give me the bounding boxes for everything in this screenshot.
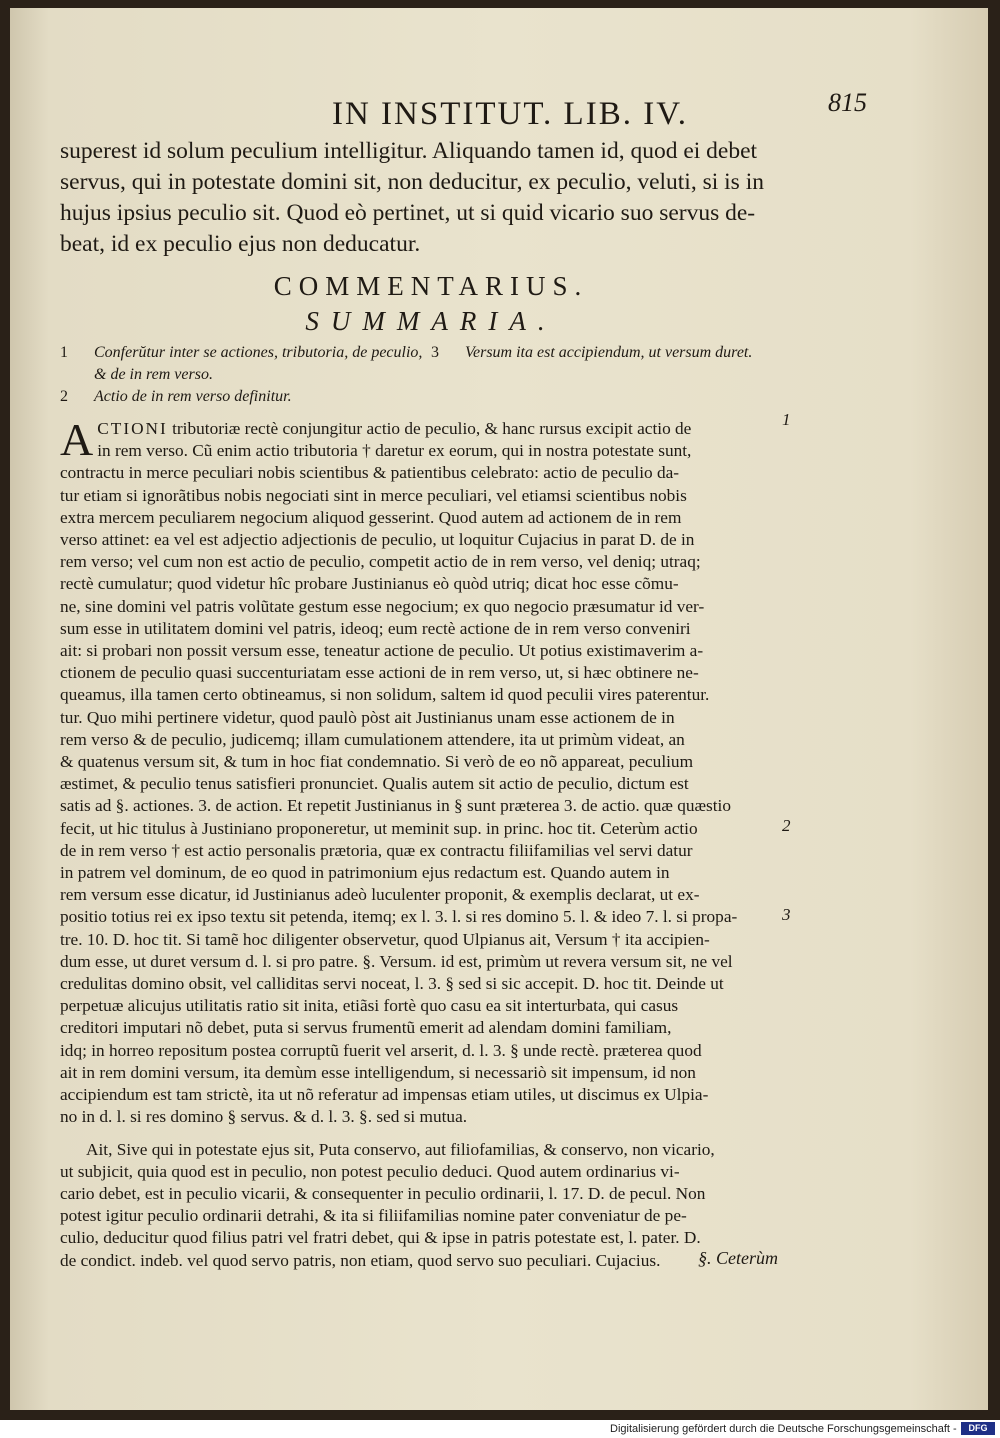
text-line: extra mercem peculiarem negocium aliquod gesserint. Quod autem ad actionem de in rem (60, 507, 682, 527)
text-line: accipiendum est tam strictè, ita ut nõ referatur ad impensas etiam utiles, ut discimus ex Ulpia- (60, 1085, 709, 1105)
running-head: IN INSTITUT. LIB. IV. (331, 96, 689, 132)
summaria-text: Actio de in rem verso definitur. (94, 388, 292, 405)
text-line: in rem verso. Cũ enim actio tributoria † daretur ex eorum, qui in nostra potestate sunt, (97, 441, 692, 461)
text-line: sum esse in utilitatem domini vel patris, ideoq; eum rectè actione de in rem verso conveniri (60, 618, 691, 638)
summaria-number: 2 (60, 388, 68, 405)
text-line: cario debet, est in peculio vicarii, & consequenter in peculio ordinarii, l. 17. D. de pecul. Non (60, 1183, 706, 1203)
summaria-column-left (60, 342, 431, 408)
summaria-number: 1 (60, 344, 68, 361)
text-line: & quatenus versum sit, & tum in hoc fiat condemnatio. Si verò de eo nõ appareat, peculium (60, 752, 694, 772)
summaria-list (60, 342, 802, 408)
marginal-number: 2 (782, 816, 791, 835)
summaria-item (60, 342, 431, 386)
text-line: ut subjicit, quia quod est in peculio, non potest peculio deduci. Quod autem ordinarius vi- (60, 1161, 680, 1181)
text-line: ctionem de peculio quasi succenturiatam esse actioni de in rem verso, ut, si hæc obtinere ne- (60, 663, 699, 683)
text-line: potest igitur peculio ordinarii detrahi, & ita si filiifamilias nomine pater conveniatur de pe- (60, 1206, 687, 1226)
text-line: beat, id ex peculio ejus non deducatur. (60, 231, 421, 257)
text-line: queamus, illa tamen certo obtineamus, si non solidum, saltem id quod peculii vires paterentur. (60, 685, 710, 705)
text-line: æstimet, & peculio tenus satisfieri pronunciet. Qualis autem sit actio de peculio, dictum est (60, 774, 689, 794)
text-line: verso attinet: ea vel est adjectio adjectionis de peculio, ut loquitur Cujacius in parat D. de in (60, 530, 695, 550)
commentarius-heading: COMMENTARIUS. (273, 271, 589, 301)
text-line: tre. 10. D. hoc tit. Si tamẽ hoc diligenter observetur, quod Ulpianus ait, Versum † ita accipien- (60, 929, 710, 949)
text-line: no in d. l. si res domino § servus. & d. l. 3. §. sed si mutua. (60, 1107, 468, 1127)
text-line: rem versum esse dicatur, id Justinianus adeò luculenter proponit, & exemplis declarat, ut ex- (60, 885, 700, 905)
folio-number: 815 (828, 88, 867, 117)
summaria-text: Versum ita est accipiendum, ut versum duret. (465, 344, 753, 361)
text-line: ait in rem domini versum, ita demùm esse intelligendum, si necessariò sit impensum, id non (60, 1062, 696, 1082)
drop-cap: A (60, 414, 94, 465)
text-line: de condict. indeb. vel quod servo patris, non etiam, quod servo suo peculiari. Cujacius. (60, 1250, 661, 1270)
text-line: fecit, ut hic titulus à Justiniano proponeretur, ut meminit sup. in princ. hoc tit. Ceterùm actio (60, 818, 698, 838)
text-line: ait: si probari non possit versum esse, teneatur actione de peculio. Ut potius existimaverim a- (60, 641, 704, 661)
text-line: credulitas domino obsit, vel calliditas servi noceat, l. 3. § sed si sic accepit. D. hoc tit. Deinde ut (60, 974, 724, 994)
catchword: §. Ceterùm (698, 1248, 778, 1268)
text-line: de in rem verso † est actio personalis prætoria, quæ ex contractu filiifamilias vel servi datur (60, 840, 693, 860)
text-line: in patrem vel dominum, de eo quod in patrimonium ejus redactum est. Quando autem in (60, 863, 670, 883)
text-line: culio, deducitur quod filius patri vel fratri debet, qui & ipse in patris potestate est, l. pater. D. (60, 1228, 701, 1248)
text-line: tributoriæ rectè conjungitur actio de peculio, & hanc rursus excipit actio de (172, 419, 692, 438)
marginal-number: 1 (782, 410, 791, 429)
summaria-item (60, 386, 431, 408)
dfg-logo: DFG (961, 1422, 995, 1435)
commentary-paragraph-2 (60, 1139, 802, 1272)
text-line: hujus ipsius peculio sit. Quod eò pertinet, ut si quid vicario suo servus de- (60, 200, 756, 226)
summaria-heading: SUMMARIA. (305, 306, 557, 336)
first-word: CTIONI (97, 419, 168, 438)
text-line: dum esse, ut duret versum d. l. si pro patre. §. Versum. id est, primùm ut revera versum sit, ne vel (60, 951, 733, 971)
text-line: tur. Quo mihi pertinere videtur, quod paulò pòst ait Justinianus unam esse actionem de in (60, 707, 675, 727)
text-line: contractu in merce peculiari nobis scientibus & patientibus celebrato: actio de peculio da- (60, 463, 680, 483)
text-line: creditori imputari nõ debet, puta si servus frumentũ emerit ad alendam domini familiam, (60, 1018, 672, 1038)
digitization-credit: Digitalisierung gefördert durch die Deutsche Forschungsgemeinschaft - (610, 1423, 957, 1435)
marginal-number: 3 (782, 905, 791, 924)
text-line: rem verso; vel cum non est actio de peculio, competit actio de in rem verso, vel deniq; utraq; (60, 552, 701, 572)
summaria-text: Conferŭtur inter se actiones, tributoria, de peculio, & de in rem verso. (94, 344, 423, 383)
summaria-column-right (431, 342, 802, 408)
text-line: perpetuæ alicujus utilitatis ratio sit inita, etiãsi fortè quo casu ea sit interturbata, qui casus (60, 996, 679, 1016)
text-line: satis ad §. actiones. 3. de action. Et repetit Justinianus in § sunt præterea 3. de actio. quæ quæstio (60, 796, 731, 816)
text-line: servus, qui in potestate domini sit, non deducitur, ex peculio, veluti, si is in (60, 169, 764, 195)
text-line: rectè cumulatur; quod videtur hîc probare Justinianus eò quòd utriq; dicat hoc esse cõmu- (60, 574, 679, 594)
text-line: positio totius rei ex ipso textu sit petenda, itemq; ex l. 3. l. si res domino 5. l. & ideo 7. l. si propa- (60, 907, 738, 927)
text-line: superest id solum peculium intelligitur. Aliquando tamen id, quod ei debet (60, 138, 758, 164)
text-line: rem verso & de peculio, judicemq; illam cumulationem attendere, ita ut primùm videat, an (60, 729, 685, 749)
main-text-block (60, 136, 802, 1272)
text-line: Ait, Sive qui in potestate ejus sit, Puta conservo, aut filiofamilias, & conservo, non vicario, (86, 1139, 715, 1159)
text-line: tur etiam si ignorãtibus nobis negociati sint in merce peculiari, vel etiamsi scientibus nobis (60, 485, 687, 505)
text-line: ne, sine domini vel patris volũtate gestum esse negocium; ex quo negocio præsumatur id ver- (60, 596, 705, 616)
book-page (10, 8, 988, 1410)
text-line: idq; in horreo repositum postea corruptũ fuerit vel arserit, d. l. 3. § unde rectè. præterea quod (60, 1040, 702, 1060)
summaria-number: 3 (431, 344, 439, 361)
commentary-paragraph (60, 414, 802, 1129)
summaria-item (431, 342, 802, 364)
